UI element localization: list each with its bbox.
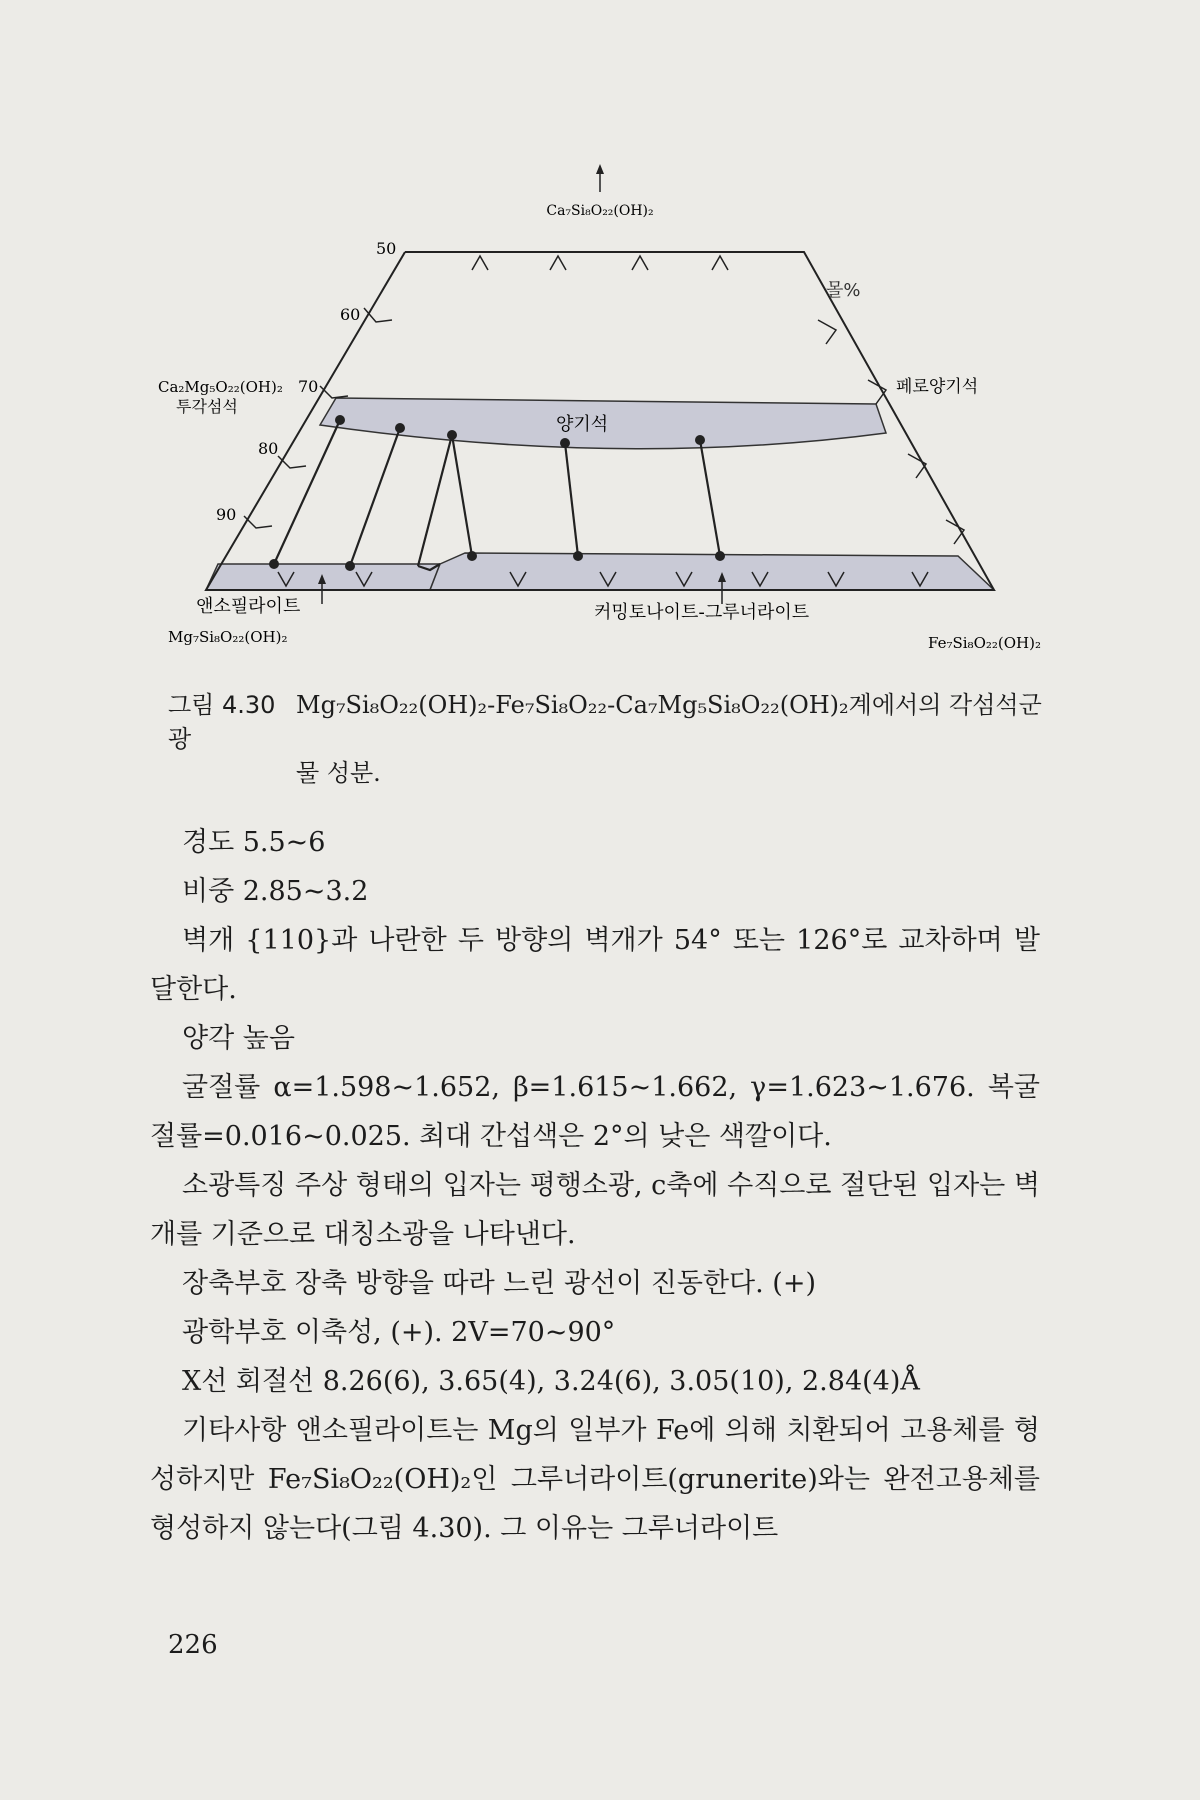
hardness: 경도 5.5~6 [182, 827, 326, 858]
tick-label-60: 60 [340, 305, 361, 324]
cummingtonite-band [430, 553, 994, 590]
extinction: 소광특징 주상 형태의 입자는 평행소광, c축에 수직으로 절단된 입자는 벽개를 기준으로 대칭소광을 나타낸다. [150, 1170, 1040, 1250]
tick-label-80: 80 [258, 439, 279, 458]
figure-caption [168, 688, 1048, 790]
body-text [150, 818, 1040, 1553]
actinolite-label: 양기석 [556, 414, 609, 435]
mol-percent-label: 몰% [826, 280, 861, 301]
xray-lines: X선 회절선 8.26(6), 3.65(4), 3.24(6), 3.05(10), 2.84(4)Å [182, 1366, 920, 1397]
tremolite-formula: Ca₂Mg₅O₂₂(OH)₂ [158, 378, 283, 396]
tremolite-label: 투각섬석 [176, 397, 238, 416]
sign-of-elongation: 장축부호 장축 방향을 따라 느린 광선이 진동한다. (+) [182, 1268, 816, 1299]
relief: 양각 높음 [182, 1023, 295, 1054]
tick-label-90: 90 [216, 505, 237, 524]
optic-sign: 광학부호 이축성, (+). 2V=70~90° [182, 1317, 616, 1348]
amphibole-composition-diagram [0, 0, 1200, 680]
mg-endmember-label: Mg₇Si₈O₂₂(OH)₂ [168, 628, 288, 646]
tick-label-50: 50 [376, 239, 397, 258]
top-arrow-head [596, 164, 604, 174]
top-ticks [472, 256, 728, 270]
tick-label-70: 70 [298, 377, 319, 396]
cleavage: 벽개 {110}과 나란한 두 방향의 벽개가 54° 또는 126°로 교차하며 발달한다. [150, 925, 1040, 1005]
fe-endmember-label: Fe₇Si₈O₂₂(OH)₂ [928, 634, 1041, 652]
ferroactinolite-label: 페로양기석 [896, 377, 979, 397]
cummingtonite-grunerite-label: 커밍토나이트-그루너라이트 [594, 602, 810, 623]
caption-line-1: Mg₇Si₈O₂₂(OH)₂-Fe₇Si₈O₂₂-Ca₇Mg₅Si₈O₂₂(OH)₂계에서의 각섬석군 광 [168, 691, 1042, 753]
page-number: 226 [168, 1630, 218, 1660]
caption-line-2: 물 성분. [296, 759, 381, 787]
specific-gravity: 비중 2.85~3.2 [182, 876, 369, 907]
top-formula: Ca₇Si₈O₂₂(OH)₂ [546, 203, 654, 219]
anthophyllite-label: 앤소필라이트 [196, 596, 301, 617]
figure-number: 그림 4.30 [168, 691, 276, 719]
other-notes: 기타사항 앤소필라이트는 Mg의 일부가 Fe에 의해 치환되어 고용체를 형성하지만 Fe₇Si₈O₂₂(OH)₂인 그루너라이트(grunerite)와는 완전고용체를 형성하지 않는다(그림 4.30). 그 이유는 그루너라이트 [150, 1415, 1040, 1544]
refractive-index: 굴절률 α=1.598~1.652, β=1.615~1.662, γ=1.623~1.676. 복굴절률=0.016~0.025. 최대 간섭색은 2°의 낮은 색깔이다. [150, 1072, 1040, 1152]
